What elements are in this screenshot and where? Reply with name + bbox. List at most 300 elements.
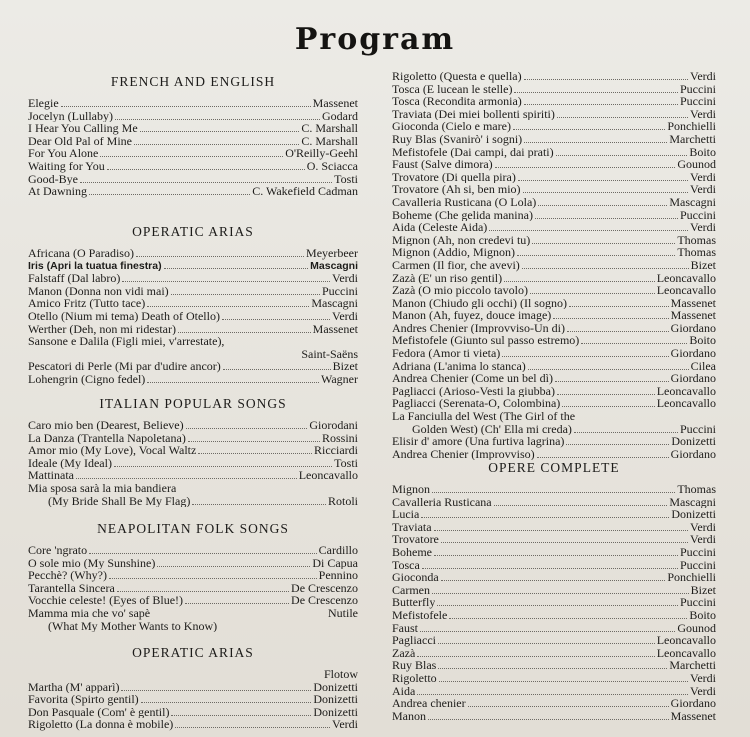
entry-composer: Thomas [677,246,716,259]
program-entry [392,372,716,385]
dot-leader [538,205,667,206]
dot-leader [513,129,665,130]
entry-composer: Wagner [320,372,358,386]
entry-composer: Rossini [321,431,358,445]
entry-title: Tosca [392,558,420,572]
program-entry [28,482,358,495]
program-entry [28,419,358,432]
entry-composer: Massenet [312,97,358,110]
entry-title: Otello (Nium mi tema) Death of Otello) [28,309,220,323]
dot-leader [185,603,289,604]
entry-title: Favorita (Spirto gentil) [28,693,139,706]
program-entry [392,246,716,259]
dot-leader [80,182,332,183]
program-entry [392,496,716,509]
dot-leader [504,281,655,282]
program-entry [392,120,716,133]
program-entry [392,209,716,222]
program-entry [28,285,358,298]
entry-composer: Giordano [670,347,716,360]
section-arias-continued [392,70,716,460]
section-italian-popular [28,395,358,507]
entry-title: I Hear You Calling Me [28,122,138,135]
program-entry [28,607,358,620]
dot-leader [537,457,669,458]
section-heading: NEAPOLITAN FOLK SONGS [97,521,289,536]
section-neapolitan-folk [28,520,358,632]
dot-leader [437,605,678,606]
entry-composer: Verdi [690,107,716,121]
entry-composer: Puccini [680,82,716,96]
program-entry [28,718,358,731]
program-entry [392,385,716,398]
entry-title: Don Pasquale (Com' è gentil) [28,705,170,719]
program-entry [392,410,716,423]
program-entry [392,133,716,146]
program-entry [392,183,716,196]
dot-leader [417,694,688,695]
entry-title: Rigoletto (Questa e quella) [392,70,522,83]
dot-leader [528,369,689,370]
dot-leader [136,256,304,257]
section-heading: OPERATIC ARIAS [132,224,254,239]
program-entry [392,521,716,534]
entry-title: Fedora (Amor ti vieta) [392,347,501,360]
program-entry [28,360,358,373]
entry-composer: Mascagni [311,297,358,310]
entry-title: Elisir d' amore (Una furtiva lagrina) [392,435,565,448]
entry-title: Traviata [392,520,432,534]
entry-title: Mignon [392,483,431,496]
program-entry [392,533,716,546]
entry-title: Zazà (E' un riso gentil) [392,271,503,285]
page-title: Program [294,22,456,57]
entry-composer: Giordano [670,697,716,710]
entry-composer: Leoncavallo [298,469,358,482]
program-entry [28,272,358,285]
entry-composer: Cilea [690,359,716,373]
program-entry [392,347,716,360]
entry-title: Manon (Chiudo gli occhi) (Il sogno) [392,296,567,310]
entry-title: Adriana (L'anima lo stanca) [392,359,526,373]
program-entry [392,685,716,698]
dot-leader [438,668,667,669]
program-entry [28,582,358,595]
entry-composer: Ponchielli [667,120,716,133]
entry-composer: Bizet [332,360,358,373]
entry-composer: Boito [689,145,716,159]
entry-composer: Gounod [677,621,716,635]
dot-leader [574,432,678,433]
entry-title: Ruy Blas [392,659,437,672]
dot-leader [422,568,678,569]
section-heading: ITALIAN POPULAR SONGS [99,396,287,411]
dot-leader [115,119,320,120]
program-entry [392,672,716,685]
entry-title: Mignon (Ah, non credevi tu) [392,233,531,247]
program-entry [28,135,358,148]
entry-composer: Massenet [312,322,358,336]
entry-title: Cavalleria Rusticana [392,495,492,509]
dot-leader [107,169,305,170]
entry-title: Traviata (Dei miei bollenti spiriti) [392,107,555,121]
program-entry [392,609,716,622]
entry-composer: Puccini [680,545,716,559]
entry-title: Mefistofele (Dai campi, dai prati) [392,145,554,159]
entry-title: Pagliacci [392,634,436,647]
entry-composer: Donizetti [313,693,358,706]
program-entry [392,221,716,234]
dot-leader [566,444,669,445]
dot-leader [434,530,688,531]
entry-composer: Mascagni [310,259,358,272]
entry-title: Amor mio (My Love), Vocal Waltz [28,444,197,457]
entry-title: Good-Bye [28,172,78,186]
dot-leader [89,194,250,195]
dot-leader [432,492,675,493]
dot-leader [157,566,310,567]
dot-leader [553,318,668,319]
entry-composer: Di Capua [312,556,358,570]
entry-composer: Verdi [690,684,716,698]
entry-title: Zazà [392,646,416,660]
entry-composer: Verdi [690,221,716,234]
entry-composer: Godard [322,109,358,123]
entry-title: Lucia [392,508,420,521]
entry-title: Mattinata [28,469,74,482]
dot-leader [517,255,675,256]
dot-leader [198,453,312,454]
dot-leader [421,517,669,518]
entry-composer: Mascagni [669,195,716,209]
section-heading: OPERATIC ARIAS [132,645,254,660]
dot-leader [438,643,655,644]
program-entry [392,596,716,609]
program-entry [392,435,716,448]
entry-title: Martha (M' apparì) [28,680,120,694]
entry-composer: Gounod [677,158,716,171]
dot-leader [524,79,688,80]
program-entry [28,457,358,470]
program-entry [28,706,358,719]
program-entry [392,297,716,310]
entry-composer: Pennino [318,569,358,582]
dot-leader [164,268,309,269]
program-entry [392,659,716,672]
dot-leader [89,553,317,554]
entry-title: Gioconda (Cielo e mare) [392,120,511,133]
dot-leader [569,306,669,307]
section-operatic-arias-2 [28,644,358,731]
entry-title: Amico Fritz (Tutto tace) [28,297,146,310]
program-entry [28,495,358,508]
entry-title: La Danza (Trantella Napoletana) [28,431,186,445]
entry-title: Gioconda [392,571,439,584]
entry-title: Boheme (Che gelida manina) [392,208,533,222]
entry-composer: O'Reilly-Geehl [285,147,358,160]
entry-composer: Saint-Saëns [301,347,358,361]
entry-title: Cavalleria Rusticana (O Lola) [392,195,537,209]
entry-title: Butterfly [392,596,436,609]
dot-leader [441,580,666,581]
program-entry [28,185,358,198]
entry-composer: Verdi [690,170,716,184]
dot-leader [532,243,675,244]
entry-composer: Donizetti [313,680,358,694]
entry-composer: Verdi [690,671,716,685]
dot-leader [223,369,331,370]
entry-composer: De Crescenzo [291,581,358,595]
entry-title: Pagliacci (Serenata-O, Colombina) [392,397,561,411]
dot-leader [222,319,330,320]
dot-leader [567,331,669,332]
dot-leader [524,104,678,105]
entry-composer: Leoncavallo [656,397,716,411]
dot-leader [134,144,299,145]
section-heading: OPERE COMPLETE [488,460,620,475]
entry-title: Faust (Salve dimora) [392,158,493,171]
entry-composer: Tosti [334,456,358,470]
program-entry [28,247,358,260]
entry-composer: Cardillo [318,544,358,557]
entry-title: Lohengrin (Cigno fedel) [28,372,146,386]
entry-title: Vocchie celeste! (Eyes of Blue!) [28,594,184,607]
entry-title: At Dawning [28,185,87,198]
dot-leader [171,294,320,295]
dot-leader [557,117,688,118]
entry-title: Carmen (Il fior, che avevi) [392,258,520,272]
dot-leader [188,441,320,442]
dot-leader [109,578,317,579]
entry-composer: Giorodani [309,419,358,432]
section-heading: FRENCH AND ENGLISH [110,74,276,89]
program-entry [392,508,716,521]
program-entry [28,620,358,633]
dot-leader [518,180,688,181]
program-entry [392,584,716,597]
entry-composer: Donizetti [671,508,716,521]
program-entry [28,97,358,110]
entry-title: Zazà (O mio piccolo tavolo) [392,284,528,297]
entry-title: Mignon (Addio, Mignon) [392,246,515,259]
entry-composer: Leoncavallo [656,271,716,285]
entry-composer: Verdi [690,533,716,546]
program-entry [392,108,716,121]
dot-leader [495,167,676,168]
entry-title: Waiting for You [28,159,105,173]
entry-composer: Boito [689,334,716,348]
dot-leader [449,618,687,619]
entry-composer: Donizetti [671,435,716,448]
program-entry [392,697,716,710]
dot-leader [494,505,668,506]
entry-title: For You Alone [28,147,99,160]
entry-title: Rigoletto [392,671,437,685]
dot-leader [555,381,669,382]
dot-leader [147,306,309,307]
entry-title: Aida [392,684,416,698]
program-entry [392,483,716,496]
dot-leader [122,281,330,282]
entry-title: Tarantella Sincera [28,581,115,595]
entry-composer: Flotow [323,668,358,681]
dot-leader [117,591,289,592]
program-entry [392,234,716,247]
program-entry [392,95,716,108]
entry-title: Caro mio ben (Dearest, Believe) [28,419,184,432]
program-entry [28,557,358,570]
entry-composer: Verdi [690,70,716,83]
entry-composer: Tosti [334,172,358,186]
program-entry [28,160,358,173]
entry-composer: Leoncavallo [656,384,716,398]
program-entry [392,171,716,184]
dot-leader [439,681,688,682]
entry-title: Andrea chenier [392,697,466,710]
dot-leader [581,343,687,344]
entry-title: O sole mio (My Sunshine) [28,556,156,570]
dot-leader [556,155,688,156]
entry-composer: Giordano [670,321,716,335]
dot-leader [524,142,667,143]
program-entry [28,681,358,694]
entry-title: Pecchè? (Why?) [28,569,107,582]
entry-title: Boheme [392,545,432,559]
entry-composer: Verdi [332,309,358,323]
entry-title: Andrea Chenier (Improvviso) [392,447,535,461]
program-entry [392,622,716,635]
program-entry [392,360,716,373]
entry-title: Faust [392,621,419,635]
dot-leader [441,542,688,543]
program-entry [392,196,716,209]
program-entry [392,559,716,572]
dot-leader [434,555,678,556]
program-entry [28,147,358,160]
entry-title: Core 'ngrato [28,544,88,557]
program-entry [392,259,716,272]
entry-title: Pescatori di Perle (Mi par d'udire ancor) [28,360,221,373]
entry-title: Trovatore (Di quella pira) [392,170,516,184]
entry-title: Ruy Blas (Svanirò' i sogni) [392,132,523,146]
entry-composer: De Crescenzo [291,594,358,607]
entry-title: Dear Old Pal of Mine [28,134,132,148]
entry-title: Manon [392,709,426,723]
entry-composer: Verdi [690,183,716,196]
program-entry [392,647,716,660]
program-entry [392,309,716,322]
program-entry [28,173,358,186]
entry-composer: C. Marshall [301,122,358,135]
program-entry [28,323,358,336]
entry-title: Elegie [28,97,59,110]
entry-title: (What My Mother Wants to Know) [48,619,218,633]
entry-title: Tosca (E lucean le stelle) [392,82,513,96]
entry-composer: Puccini [680,95,716,108]
entry-composer: Boito [689,608,716,622]
dot-leader [100,156,283,157]
entry-title: Manon (Donna non vidi mai) [28,284,169,298]
dot-leader [140,131,300,132]
program-entry [392,284,716,297]
entry-title: (My Bride Shall Be My Flag) [48,494,191,508]
program-entry [392,546,716,559]
entry-title: Tosca (Recondita armonia) [392,95,522,108]
entry-composer: Bizet [690,258,716,272]
program-entry [28,693,358,706]
dot-leader [523,192,688,193]
entry-composer: C. Wakefield Cadman [252,185,358,198]
program-entry [392,83,716,96]
program-entry [392,571,716,584]
program-entry [28,122,358,135]
dot-leader [186,428,308,429]
dot-leader [468,706,669,707]
program-entry [28,668,358,681]
entry-title: Carmen [392,583,430,597]
entry-composer: Giordano [670,447,716,461]
dot-leader [530,293,655,294]
entry-composer: Leoncavallo [656,646,716,660]
program-entry [28,348,358,361]
dot-leader [420,631,675,632]
entry-composer: Puccini [680,596,716,609]
entry-composer: Mascagni [669,495,716,509]
dot-leader [61,106,311,107]
entry-title: Sansone e Dalila (Figli miei, v'arrestate), [28,335,225,348]
section-french-english [28,73,358,198]
entry-composer: Verdi [690,520,716,534]
program-entry [28,373,358,386]
dot-leader [192,504,326,505]
entry-composer: Verdi [332,718,358,731]
entry-composer: Massenet [670,309,716,322]
dot-leader [562,406,654,407]
dot-leader [432,593,689,594]
section-opere-complete [392,459,716,722]
section-operatic-arias-1 [28,223,358,386]
program-entry [392,423,716,436]
entry-title: Jocelyn (Lullaby) [28,109,113,123]
entry-composer: Nutile [328,606,358,620]
entry-composer: Rotoli [327,494,358,508]
entry-title: Mia sposa sarà la mia bandiera [28,481,177,495]
dot-leader [502,356,668,357]
dot-leader [514,92,678,93]
entry-composer: Thomas [677,233,716,247]
entry-title: Africana (O Paradiso) [28,247,134,260]
dot-leader [171,715,311,716]
entry-composer: Thomas [677,483,716,496]
dot-leader [175,727,330,728]
dot-leader [147,382,319,383]
program-entry [28,594,358,607]
entry-title: Pagliacci (Arioso-Vesti la giubba) [392,384,555,398]
entry-title: Trovatore (Ah si, ben mio) [392,183,521,196]
entry-title: Andrea Chenier (Come un bel dì) [392,372,553,385]
dot-leader [535,218,678,219]
entry-title: Rigoletto (La donna è mobile) [28,718,174,731]
entry-title: Mefistofele [392,608,448,622]
program-entry [28,432,358,445]
program-entry [28,110,358,123]
program-entry [392,710,716,723]
entry-composer: Bizet [690,583,716,597]
entry-composer: Marchetti [669,132,716,146]
entry-title: Trovatore [392,533,439,546]
entry-composer: Ricciardi [314,444,358,457]
entry-composer: Puccini [322,284,358,298]
